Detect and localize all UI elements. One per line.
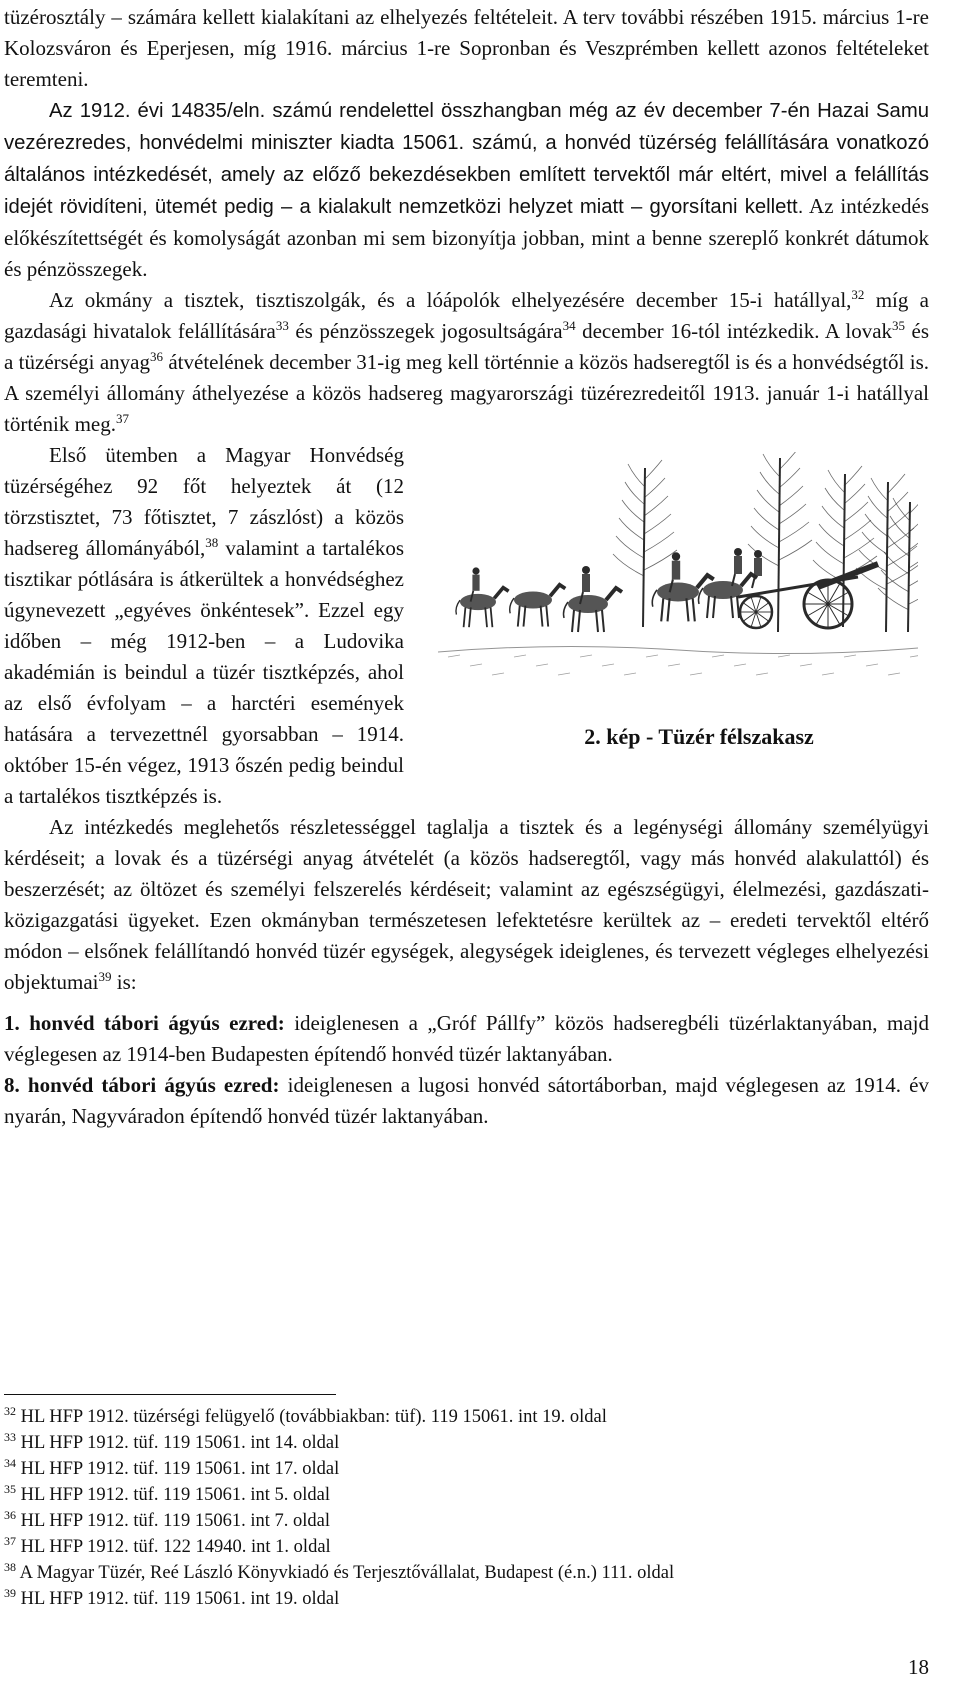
footnote-number: 32	[4, 1404, 16, 1418]
paragraph-text: december 16-tól intézkedik. A lovak	[575, 319, 893, 343]
page-number: 18	[908, 1655, 929, 1679]
regiment-entry-r8	[4, 1070, 929, 1132]
footnote-ref[interactable]: 33	[275, 318, 289, 333]
list-spacer	[4, 998, 929, 1008]
paragraph-text: míg a gazdasági hivatalok felállítására	[4, 288, 929, 343]
footnote-ref[interactable]: 37	[115, 411, 129, 426]
footnote-37	[4, 1534, 929, 1560]
paragraph-text: Az okmány a tisztek, tisztiszolgák, és a lóápolók elhelyezésére december 15-i hatállyal,	[49, 288, 852, 312]
footnote-38	[4, 1560, 929, 1586]
paragraph-text: Az 1912. évi 14835/eln. számú rendelettel összhangban még az év december 7-én Hazai Samu vezérezredes, honvédelmi miniszter kiadta 15061. számú, a honvéd tüzérség felállítására vonatkozó általános intézkedését, amely az előző bekezdésekben említett tervektől már eltért, mivel a felállítás idejét rövidíteni, ütemét pedig – a kialakult nemzetközi helyzet miatt – gyorsítani kellett.	[4, 100, 929, 218]
footnote-34	[4, 1456, 929, 1482]
footnote-ref[interactable]: 35	[892, 318, 906, 333]
footnote-text: HL HFP 1912. tüf. 122 14940. int 1. oldal	[20, 1537, 331, 1557]
footnote-text: HL HFP 1912. tüf. 119 15061. int 5. oldal	[20, 1485, 330, 1505]
footnote-number: 39	[4, 1586, 16, 1600]
footnote-32	[4, 1404, 929, 1430]
footnote-text: HL HFP 1912. tüzérségi felügyelő (továbbiakban: tüf). 119 15061. int 19. oldal	[20, 1407, 607, 1427]
paragraph-p1	[4, 2, 929, 95]
regiment-entry-r1	[4, 1008, 929, 1070]
paragraph-p3	[4, 285, 929, 440]
paragraph-text: Az intézkedés meglehetős részletességgel taglalja a tisztek és a legénységi állomány személyügyi kérdéseit; a lovak és a tüzérségi anyag átvételét (a közös hadseregtől, vagy más honvéd alakulattól) és beszerzését; az öltözet és személyi felszerelés kérdéseit; valamint az egészségügyi, élelmezési, gazdászati-közigazgatási ügyeket. Ezen okmányban természetesen lefektetésre kerültek az – eredeti tervektől eltérő módon – elsőnek felállítandó honvéd tüzér egységek, alegységek ideiglenes, és tervezett végleges elhelyezési objektumai	[4, 815, 929, 994]
footnote-number: 36	[4, 1508, 16, 1522]
footnote-text: HL HFP 1912. tüf. 119 15061. int 14. oldal	[20, 1433, 340, 1453]
regiment-location: ideiglenesen a „Gróf Pállfy” közös hadseregbéli tüzérlaktanyában, majd véglegesen az 1914-ben Budapesten építendő honvéd tüzér laktanyában.	[4, 1011, 929, 1066]
footnote-35	[4, 1482, 929, 1508]
paragraph-text: Az intézkedés előkészítettségét és komolyságát azonban mi sem bizonyítja jobban, mint a benne szereplő konkrét dátumok és pénzösszegek.	[4, 194, 929, 281]
footnote-ref[interactable]: 39	[98, 969, 112, 984]
paragraph-text: is:	[111, 970, 137, 994]
paragraph-text: valamint a tartalékos tisztikar pótlására is átkerültek a honvédséghez úgynevezett „egyéves önkéntesek”. Ezzel egy időben – még 1912-ben – a Ludovika akadémián is beindul a tüzér tisztképzés, ahol az első évfolyam – a harctéri események hatására a tervezettnél gyorsabban – 1914. október 15-én végez, 1913 őszén pedig beindul a tartalékos tisztképzés is.	[4, 536, 404, 808]
artillery-half-section-sketch-icon	[438, 452, 918, 714]
figure-caption: 2. kép - Tüzér félszakasz	[584, 724, 814, 749]
footnote-number: 35	[4, 1482, 16, 1496]
footnote-text: HL HFP 1912. tüf. 119 15061. int 7. oldal	[20, 1511, 330, 1531]
footnote-ref[interactable]: 36	[149, 349, 163, 364]
footnote-number: 33	[4, 1430, 16, 1444]
footnote-ref[interactable]: 34	[562, 318, 576, 333]
paragraph-p2	[4, 95, 929, 285]
paragraph-text: és pénzösszegek jogosultságára	[288, 319, 563, 343]
paragraph-text: és a tüzérségi anyag	[4, 319, 929, 374]
figure-artillery	[424, 444, 929, 790]
footnote-ref[interactable]: 32	[851, 287, 865, 302]
paragraph-p4	[4, 440, 929, 812]
footnote-number: 34	[4, 1456, 16, 1470]
regiment-name: 1. honvéd tábori ágyús ezred:	[4, 1011, 285, 1035]
regiment-location: ideiglenesen a lugosi honvéd sátortáborban, majd véglegesen az 1914. év nyarán, Nagyváradon építendő honvéd tüzér laktanyában.	[4, 1073, 929, 1128]
paragraph-text: Első ütemben a Magyar Honvédség tüzérségéhez 92 főt helyeztek át (12 törzstisztet, 73 főtisztet, 7 zászlóst) a közös hadsereg állományából,	[4, 443, 404, 560]
footnote-33	[4, 1430, 929, 1456]
footnote-text: A Magyar Tüzér, Reé László Könyvkiadó és Terjesztővállalat, Budapest (é.n.) 111. oldal	[19, 1563, 675, 1583]
footnote-text: HL HFP 1912. tüf. 119 15061. int 19. oldal	[20, 1589, 340, 1609]
paragraph-p5	[4, 812, 929, 998]
footnote-ref[interactable]: 38	[205, 535, 219, 550]
footnote-separator	[4, 1394, 336, 1395]
regiment-name: 8. honvéd tábori ágyús ezred:	[4, 1073, 280, 1097]
body-text	[4, 2, 929, 1132]
footnote-text: HL HFP 1912. tüf. 119 15061. int 17. oldal	[20, 1459, 340, 1479]
footnotes	[4, 1404, 929, 1612]
paragraph-text: tüzérosztály – számára kellett kialakítani az elhelyezés feltételeit. A terv további részében 1915. március 1-re Kolozsváron és Eperjesen, míg 1916. március 1-re Sopronban és Veszprémben kellett azonos feltételeket teremteni.	[4, 5, 929, 91]
footnote-36	[4, 1508, 929, 1534]
footnote-number: 38	[4, 1560, 16, 1574]
footnote-39	[4, 1586, 929, 1612]
paragraph-text: átvételének december 31-ig meg kell történnie a közös hadseregtől is és a honvédségtől is. A személyi állomány áthelyezése a közös hadsereg magyarországi tüzérezredeitől 1913. január 1-i hatállyal történik meg.	[4, 350, 929, 436]
footnote-number: 37	[4, 1534, 16, 1548]
